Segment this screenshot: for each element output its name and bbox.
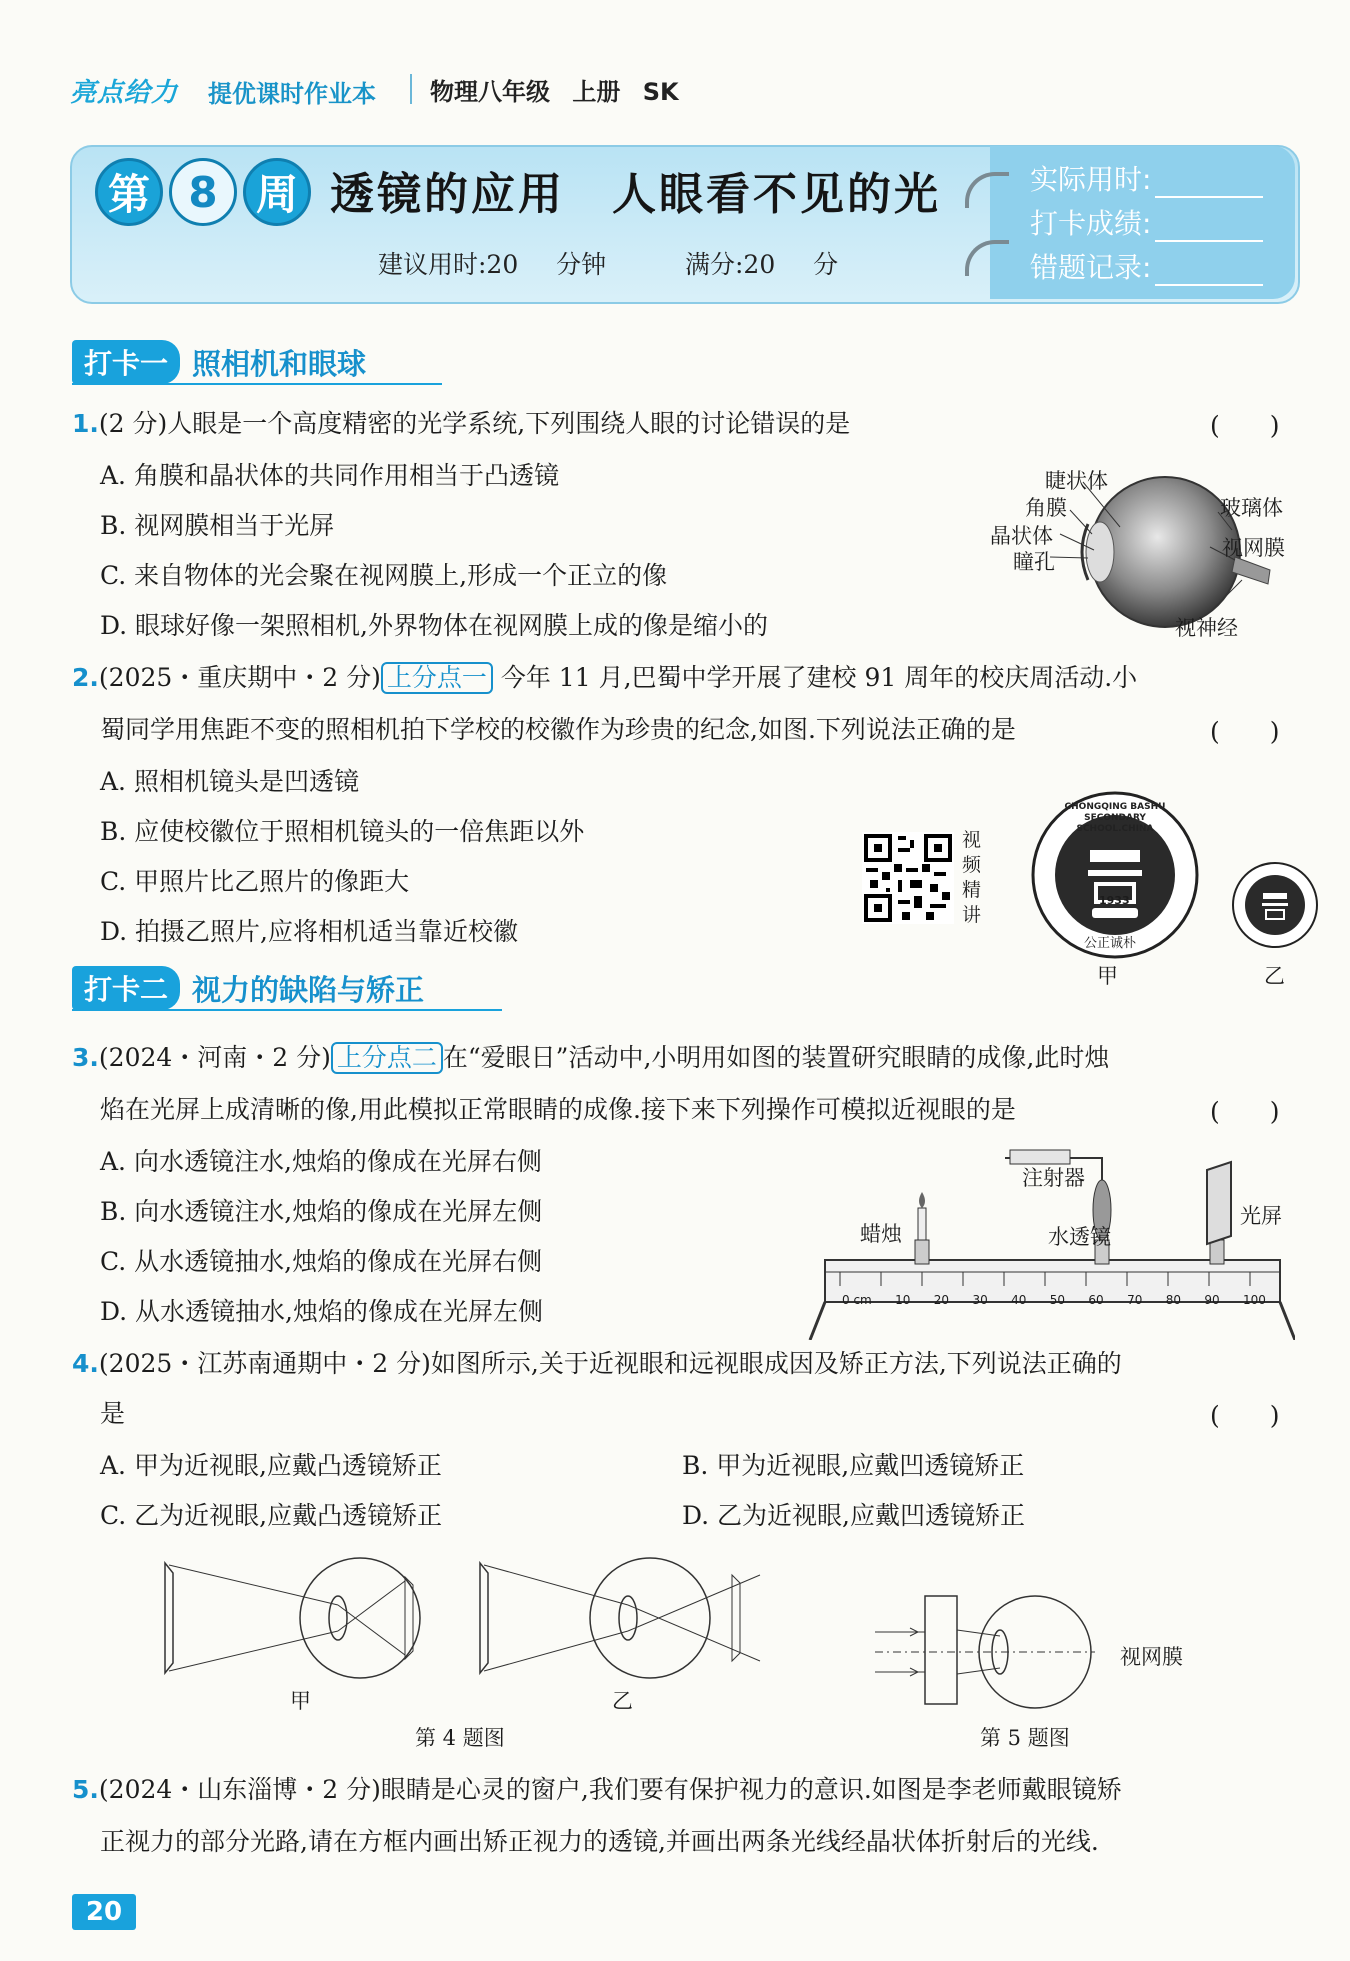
option-a[interactable]: A. 照相机镜头是凹透镜 xyxy=(100,767,359,796)
fig-b-label: 乙 xyxy=(612,1689,633,1713)
section-tag: 打卡二 xyxy=(72,966,180,1010)
label-water-lens: 水透镜 xyxy=(1048,1225,1111,1249)
week-char-3: 周 xyxy=(243,158,311,226)
answer-blank[interactable]: ( ) xyxy=(1210,1097,1280,1126)
option-b[interactable]: B. 甲为近视眼,应戴凹透镜矫正 xyxy=(682,1451,1025,1480)
header-divider xyxy=(410,74,412,104)
option-d[interactable]: D. 乙为近视眼,应戴凹透镜矫正 xyxy=(682,1501,1025,1530)
section-tag: 打卡一 xyxy=(72,340,180,384)
figure-caption-4: 第 4 题图 xyxy=(415,1726,505,1750)
question-4: 4.(2025・江苏南通期中・2 分)如图所示,关于近视眼和远视眼成因及矫正方法,下列说法正确的 xyxy=(72,1349,1122,1378)
score-point-tag: 上分点一 xyxy=(381,662,493,694)
book-info: 物理八年级 上册 SK xyxy=(430,78,679,106)
question-4-line2: 是 xyxy=(100,1399,126,1428)
option-c[interactable]: C. 来自物体的光会聚在视网膜上,形成一个正立的像 xyxy=(100,561,668,590)
answer-blank[interactable]: ( ) xyxy=(1210,411,1280,440)
label-candle: 蜡烛 xyxy=(860,1222,902,1246)
option-b[interactable]: B. 应使校徽位于照相机镜头的一倍焦距以外 xyxy=(100,817,585,846)
eye-diagram-a xyxy=(155,1555,455,1685)
section-title: 照相机和眼球 xyxy=(192,346,367,381)
week-badge xyxy=(95,158,311,224)
section-title: 视力的缺陷与矫正 xyxy=(192,972,425,1007)
option-b[interactable]: B. 向水透镜注水,烛焰的像成在光屏左侧 xyxy=(100,1197,543,1226)
answer-blank[interactable]: ( ) xyxy=(1210,1401,1280,1430)
label-retina-q5: 视网膜 xyxy=(1120,1645,1183,1669)
option-d[interactable]: D. 眼球好像一架照相机,外界物体在视网膜上成的像是缩小的 xyxy=(100,611,768,640)
label-vitreous: 玻璃体 xyxy=(1220,496,1283,520)
page-number: 20 xyxy=(72,1894,136,1930)
label-lens: 晶状体 xyxy=(990,524,1053,548)
option-d[interactable]: D. 从水透镜抽水,烛焰的像成在光屏左侧 xyxy=(100,1297,543,1326)
emblem-year: 1933 xyxy=(1099,894,1130,907)
score-point-tag: 上分点二 xyxy=(331,1042,443,1074)
answer-blank[interactable]: ( ) xyxy=(1210,717,1280,746)
full-score: 满分:20 分 xyxy=(685,250,839,279)
video-explain-label: 视频精讲 xyxy=(962,829,982,926)
question-3: 3.(2024・河南・2 分) 上分点二 在“爱眼日”活动中,小明用如图的装置研究眼睛的成像,此时烛 xyxy=(72,1043,1110,1072)
section-header-2 xyxy=(72,967,424,1009)
emblem-ring-text: CHONGQING BASHU SECONDARY SCHOOL.CHINA xyxy=(1064,802,1166,834)
section-underline xyxy=(72,1009,502,1011)
ruler-scale: 0 cm 10 20 30 40 50 60 70 80 90 100 xyxy=(842,1293,1266,1307)
label-cornea: 角膜 xyxy=(1025,496,1067,520)
question-3-line2: 焰在光屏上成清晰的像,用此模拟正常眼睛的成像.接下来下列操作可模拟近视眼的是 xyxy=(100,1095,1016,1124)
section-underline xyxy=(72,383,442,385)
option-a[interactable]: A. 甲为近视眼,应戴凸透镜矫正 xyxy=(100,1451,442,1480)
fig-a-label: 甲 xyxy=(290,1689,311,1713)
option-a[interactable]: A. 角膜和晶状体的共同作用相当于凸透镜 xyxy=(100,461,559,490)
series-name: 提优课时作业本 xyxy=(208,80,376,108)
question-2: 2.(2025・重庆期中・2 分) 上分点一 今年 11 月,巴蜀中学开展了建校 91 周年的校庆周活动.小 xyxy=(72,663,1138,692)
option-b[interactable]: B. 视网膜相当于光屏 xyxy=(100,511,335,540)
eye-diagram-b xyxy=(470,1555,770,1685)
label-screen: 光屏 xyxy=(1240,1204,1282,1228)
brand-logo: 亮点给力 xyxy=(70,78,179,108)
week-number: 8 xyxy=(169,158,237,226)
error-record-field[interactable]: 错题记录: xyxy=(1030,246,1263,286)
section-header-1 xyxy=(72,341,366,383)
emblem-motto: 公正诚朴 xyxy=(1084,936,1137,951)
week-char-1: 第 xyxy=(95,158,163,226)
option-d[interactable]: D. 拍摄乙照片,应将相机适当靠近校徽 xyxy=(100,917,518,946)
question-5-line2: 正视力的部分光路,请在方框内画出矫正视力的透镜,并画出两条光线经晶状体折射后的光线. xyxy=(100,1827,1099,1856)
question-1: 1.(2 分)人眼是一个高度精密的光学系统,下列围绕人眼的讨论错误的是 xyxy=(72,409,851,438)
figure-caption-5: 第 5 题图 xyxy=(980,1726,1070,1750)
option-a[interactable]: A. 向水透镜注水,烛焰的像成在光屏右侧 xyxy=(100,1147,542,1176)
label-syringe: 注射器 xyxy=(1022,1166,1085,1190)
option-c[interactable]: C. 甲照片比乙照片的像距大 xyxy=(100,867,410,896)
school-emblem-b xyxy=(1230,860,1320,950)
qr-code-icon[interactable] xyxy=(862,832,954,924)
banner-title: 透镜的应用 人眼看不见的光 xyxy=(330,169,941,220)
emblem-caption-b: 乙 xyxy=(1264,964,1285,988)
suggest-time: 建议用时:20 分钟 xyxy=(378,250,607,279)
label-ciliary-body: 睫状体 xyxy=(1045,469,1108,493)
score-field[interactable]: 打卡成绩: xyxy=(1030,202,1263,242)
option-c[interactable]: C. 乙为近视眼,应戴凸透镜矫正 xyxy=(100,1501,443,1530)
label-optic-nerve: 视神经 xyxy=(1175,616,1238,640)
emblem-caption-a: 甲 xyxy=(1097,964,1118,988)
actual-time-field[interactable]: 实际用时: xyxy=(1030,158,1263,198)
option-c[interactable]: C. 从水透镜抽水,烛焰的像成在光屏右侧 xyxy=(100,1247,543,1276)
question-2-line2: 蜀同学用焦距不变的照相机拍下学校的校徽作为珍贵的纪念,如图.下列说法正确的是 xyxy=(100,715,1016,744)
question-5: 5.(2024・山东淄博・2 分)眼睛是心灵的窗户,我们要有保护视力的意识.如图是李老师戴眼镜矫 xyxy=(72,1775,1122,1804)
label-retina: 视网膜 xyxy=(1222,536,1285,560)
correction-figure xyxy=(870,1590,1110,1710)
label-pupil: 瞳孔 xyxy=(1013,550,1055,574)
